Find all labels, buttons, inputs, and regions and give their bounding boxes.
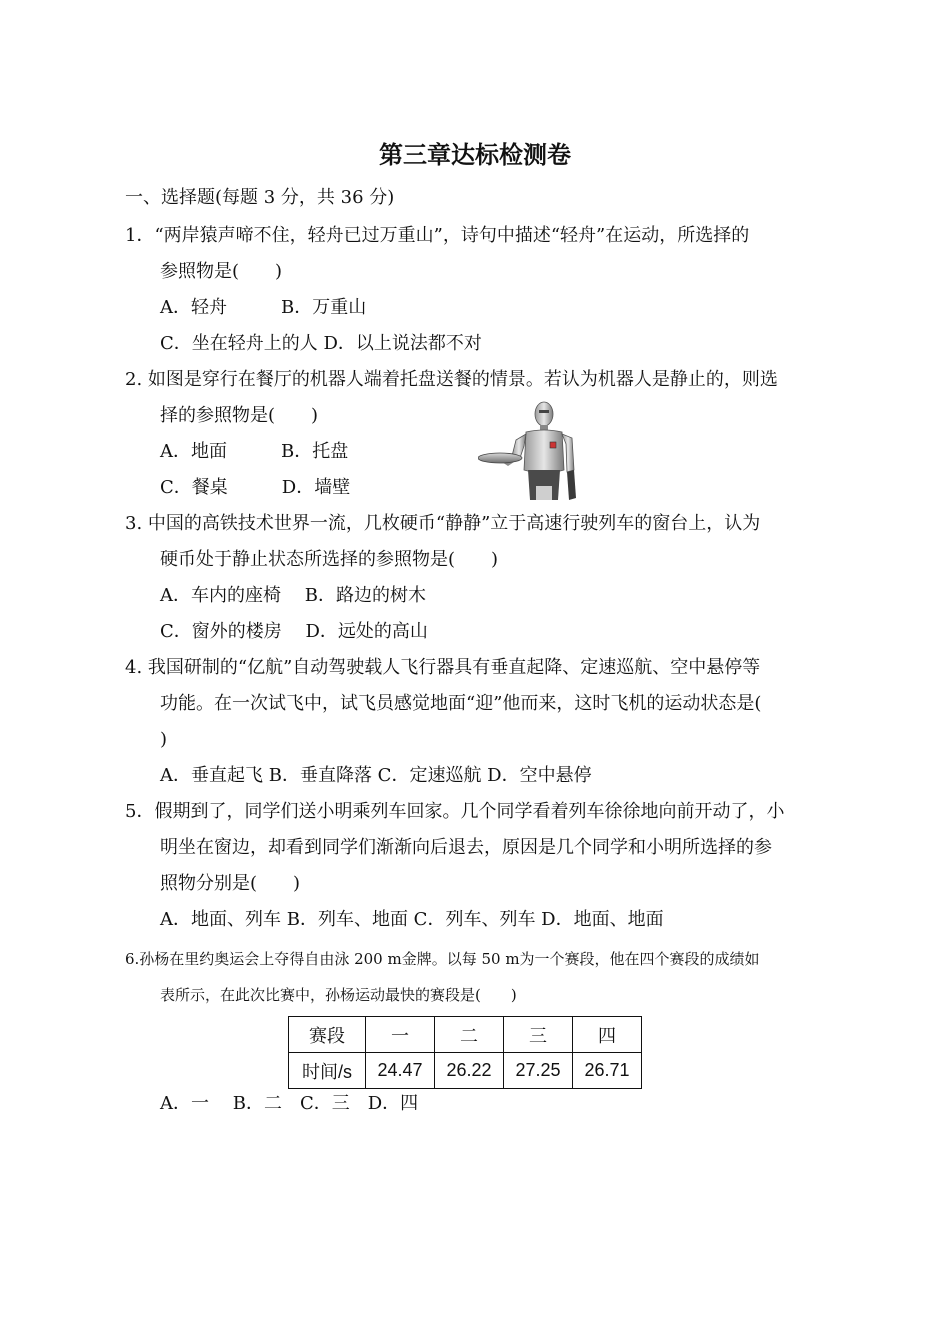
question-4-options-1: A．垂直起飞 B．垂直降落 C．定速巡航 D．空中悬停 bbox=[160, 765, 592, 786]
table-header-row bbox=[289, 1017, 642, 1053]
question-3-options-2: C．窗外的楼房 D．远处的高山 bbox=[160, 621, 428, 642]
question-6-line-2: 表所示，在此次比赛中，孙杨运动最快的赛段是( ) bbox=[160, 986, 517, 1004]
question-3-line-1: 3. 中国的高铁技术世界一流，几枚硬币“静静”立于高速行驶列车的窗台上，认为 bbox=[125, 513, 761, 534]
table-header-cell: 二 bbox=[435, 1017, 504, 1053]
table-cell: 时间/s bbox=[289, 1053, 366, 1089]
table-cell: 26.22 bbox=[435, 1053, 504, 1089]
question-6-options-1: A．一 B．二 C．三 D．四 bbox=[160, 1093, 419, 1114]
question-4-line-2: 功能。在一次试飞中，试飞员感觉地面“迎”他而来，这时飞机的运动状态是( bbox=[160, 693, 762, 714]
table-header-cell: 四 bbox=[573, 1017, 642, 1053]
table-row bbox=[289, 1053, 642, 1089]
race-time-table bbox=[288, 1016, 642, 1089]
question-2-options-2: C．餐桌 D．墙壁 bbox=[160, 477, 351, 498]
robot-waiter-illustration bbox=[478, 400, 588, 502]
question-5-line-2: 明坐在窗边，却看到同学们渐渐向后退去，原因是几个同学和小明所选择的参 bbox=[160, 837, 772, 858]
table-cell: 27.25 bbox=[504, 1053, 573, 1089]
question-6-line-1: 6.孙杨在里约奥运会上夺得自由泳 200 m金牌。以每 50 m为一个赛段，他在四个赛段的成绩如 bbox=[125, 950, 760, 968]
question-5-line-1: 5．假期到了，同学们送小明乘列车回家。几个同学看着列车徐徐地向前开动了，小 bbox=[125, 801, 785, 822]
question-2-line-2: 择的参照物是( ) bbox=[160, 405, 319, 426]
table-cell: 24.47 bbox=[366, 1053, 435, 1089]
question-3-options-1: A．车内的座椅 B．路边的树木 bbox=[160, 585, 426, 606]
question-1-options-1: A．轻舟 B．万重山 bbox=[160, 297, 367, 318]
question-1-line-1: 1．“两岸猿声啼不住，轻舟已过万重山”，诗句中描述“轻舟”在运动，所选择的 bbox=[125, 225, 750, 246]
table-header-cell: 三 bbox=[504, 1017, 573, 1053]
question-3-line-2: 硬币处于静止状态所选择的参照物是( ) bbox=[160, 549, 499, 570]
question-1-line-2: 参照物是( ) bbox=[160, 261, 283, 282]
table-cell: 26.71 bbox=[573, 1053, 642, 1089]
page-title: 第三章达标检测卷 bbox=[379, 141, 571, 169]
question-1-options-2: C．坐在轻舟上的人 D．以上说法都不对 bbox=[160, 333, 482, 354]
section-heading: 一、选择题(每题 3 分，共 36 分) bbox=[125, 187, 395, 208]
question-2-options-1: A．地面 B．托盘 bbox=[160, 441, 349, 462]
table-header-cell: 一 bbox=[366, 1017, 435, 1053]
question-5-options-1: A．地面、列车 B．列车、地面 C．列车、列车 D．地面、地面 bbox=[160, 909, 664, 930]
question-2-line-1: 2. 如图是穿行在餐厅的机器人端着托盘送餐的情景。若认为机器人是静止的，则选 bbox=[125, 369, 778, 390]
question-4-line-3: ) bbox=[160, 729, 168, 750]
table-header-cell: 赛段 bbox=[289, 1017, 366, 1053]
question-4-line-1: 4. 我国研制的“亿航”自动驾驶载人飞行器具有垂直起降、定速巡航、空中悬停等 bbox=[125, 657, 761, 678]
question-5-line-3: 照物分别是( ) bbox=[160, 873, 301, 894]
